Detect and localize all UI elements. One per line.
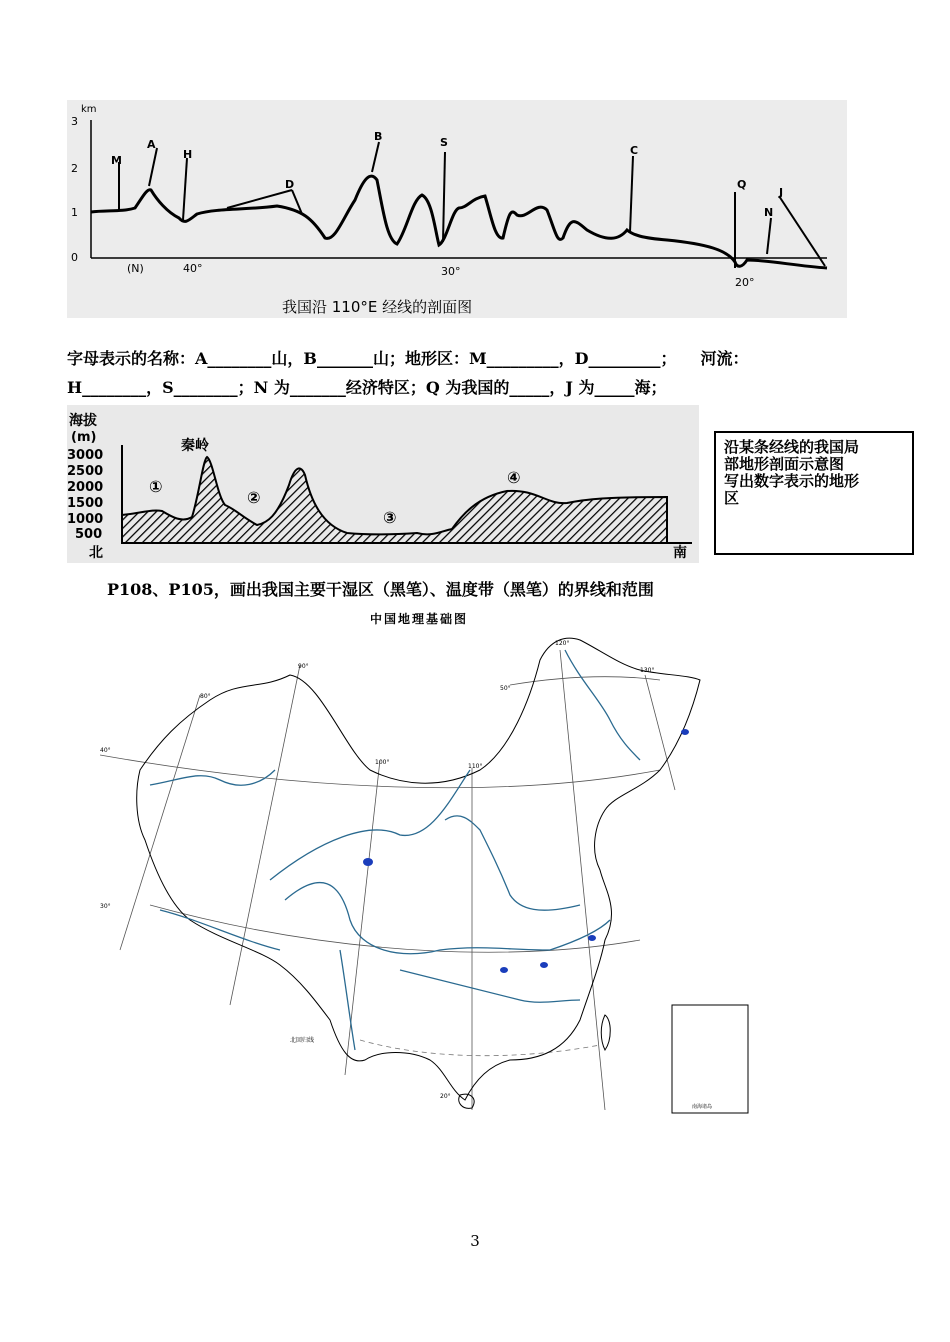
lon-label: 80° xyxy=(200,693,211,700)
note-box xyxy=(714,431,914,555)
y-unit: (m) xyxy=(71,430,97,445)
lat-label: 20° xyxy=(440,1093,451,1100)
china-map-svg xyxy=(100,620,840,1140)
y-tick: 1 xyxy=(71,206,78,219)
tropic-label: 北回归线 xyxy=(290,1037,315,1044)
x-label: 20° xyxy=(735,276,755,289)
china-base-map xyxy=(100,620,840,1140)
question-line-2: H________，S________；N 为_______经济特区；Q 为我国的_____，J 为_____海； xyxy=(67,378,667,397)
label-B: B xyxy=(374,130,383,143)
y-tick: 0 xyxy=(71,251,78,264)
note-line: 部地形剖面示意图 xyxy=(724,455,845,473)
label-J: J xyxy=(779,186,784,199)
profile-110e-svg xyxy=(67,100,847,318)
label-Q: Q xyxy=(737,178,747,191)
lon-label: 110° xyxy=(468,763,483,770)
region-3: ③ xyxy=(383,508,397,527)
lat-label: 50° xyxy=(500,685,511,692)
lon-label: 120° xyxy=(555,640,570,647)
profile-110e-figure xyxy=(67,100,847,318)
y-tick: 3000 xyxy=(67,448,104,463)
profile-qinling-svg xyxy=(67,405,699,563)
region-1: ① xyxy=(149,477,163,496)
label-S: S xyxy=(440,136,448,149)
map-title: 中国地理基础图 xyxy=(370,612,469,626)
y-tick: 2500 xyxy=(67,464,104,479)
label-C: C xyxy=(630,144,639,157)
label-M: M xyxy=(111,154,122,167)
lat-label: 30° xyxy=(100,903,111,910)
inset-label: 南海诸岛 xyxy=(692,1104,713,1110)
y-tick: 1000 xyxy=(67,512,104,527)
lon-label: 100° xyxy=(375,759,390,766)
label-N: N xyxy=(764,206,774,219)
profile-qinling-figure xyxy=(67,405,699,563)
y-tick: 1500 xyxy=(67,496,104,511)
note-line: 区 xyxy=(724,489,740,507)
note-line: 沿某条经线的我国局 xyxy=(724,438,860,456)
instruction-text: P108、P105，画出我国主要干湿区（黑笔）、温度带（黑笔）的界线和范围 xyxy=(107,580,654,599)
north-label: 北 xyxy=(89,545,103,561)
profile1-caption: 我国沿 110°E 经线的剖面图 xyxy=(282,298,473,316)
lon-label: 130° xyxy=(640,667,655,674)
page-number: 3 xyxy=(470,1232,480,1250)
lon-label: 90° xyxy=(298,663,309,670)
question-line-1: 字母表示的名称：A________山，B_______山；地形区：M_________，D_________； 河流： xyxy=(67,349,749,368)
region-4: ④ xyxy=(507,468,521,487)
note-line: 写出数字表示的地形 xyxy=(724,472,860,490)
x-label: 40° xyxy=(183,262,203,275)
y-tick: 500 xyxy=(75,527,103,542)
y-tick: 2000 xyxy=(67,480,104,495)
lat-label: 40° xyxy=(100,747,111,754)
label-D: D xyxy=(285,178,295,191)
x-label: 30° xyxy=(441,265,461,278)
y-unit: km xyxy=(81,104,97,115)
y-tick: 2 xyxy=(71,162,78,175)
label-A: A xyxy=(147,138,156,151)
y-tick: 3 xyxy=(71,115,78,128)
x-label: (N) xyxy=(127,262,144,275)
label-H: H xyxy=(183,148,193,161)
y-title: 海拔 xyxy=(69,413,97,429)
region-2: ② xyxy=(247,488,261,507)
peak-label: 秦岭 xyxy=(181,438,209,454)
south-label: 南 xyxy=(673,545,687,561)
